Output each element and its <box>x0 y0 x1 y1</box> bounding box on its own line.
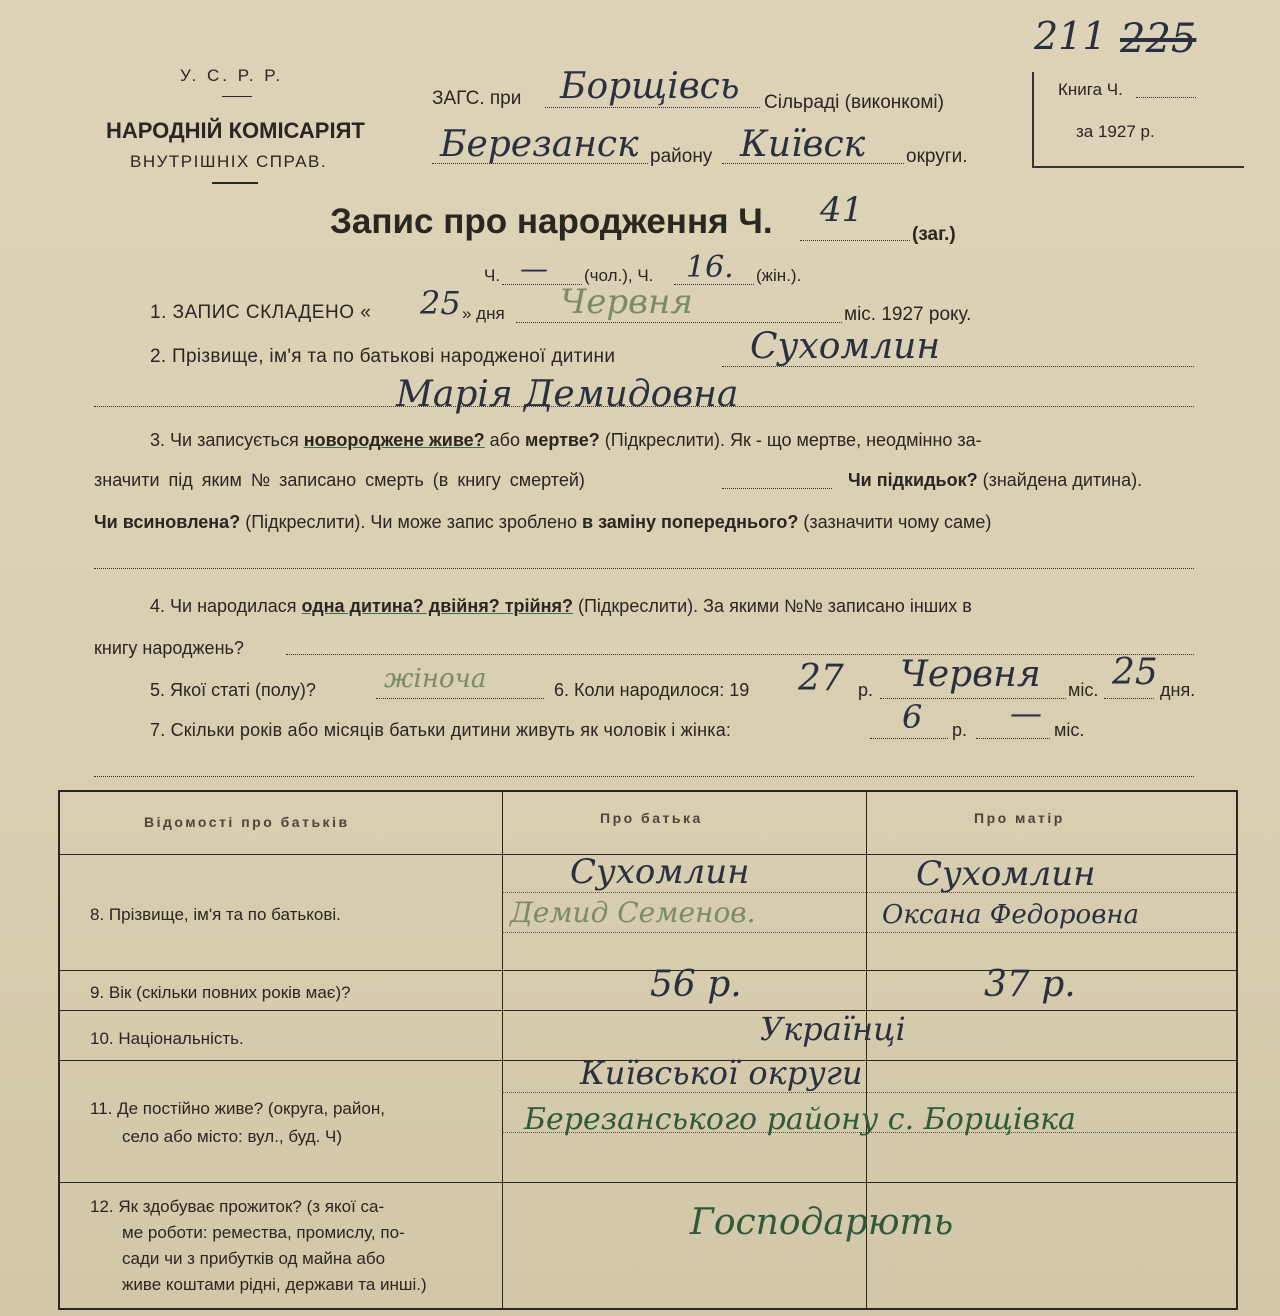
residence-village-handwritten: Березанського району с. Борщівка <box>524 1102 1076 1137</box>
item-3-replacement: в заміну попереднього? <box>582 512 799 532</box>
zags-label: ЗАГС. при <box>432 88 522 109</box>
ussr-heading: У. С. Р. Р. <box>180 66 284 85</box>
row-12-label-2: ме роботи: ремества, промислу, по- <box>122 1223 405 1242</box>
father-name-handwritten: Демид Семенов. <box>510 896 756 929</box>
mother-name-handwritten: Оксана Федоровна <box>882 900 1139 930</box>
divider <box>222 96 252 97</box>
item-7-mis: міс. <box>1054 720 1085 740</box>
district-label: району <box>650 146 713 167</box>
council-label: Сільраді (виконкомі) <box>764 92 944 113</box>
district-handwritten: Березанск <box>440 124 639 165</box>
item-7-months-handwritten: — <box>1010 694 1042 732</box>
row-12-label-1: 12. Як здобуває прожиток? (з якої са- <box>90 1197 385 1216</box>
father-age-handwritten: 56 р. <box>650 964 742 1005</box>
table-header-mother: Про матір <box>974 810 1065 826</box>
title-suffix: (заг.) <box>912 224 956 245</box>
item-3-text: 3. Чи записується <box>150 430 299 450</box>
item-2-label: 2. Прізвище, ім'я та по батькові народженої дитини <box>150 346 616 367</box>
row-12-label-4: живе коштами рідні, держави та инші.) <box>122 1275 427 1294</box>
okruga-label: округи. <box>906 146 968 167</box>
item-3-text: (Підкреслити). Як - що мертве, неодмінно за- <box>604 430 982 450</box>
zags-village-handwritten: Борщівсь <box>560 66 740 107</box>
row-8-label: 8. Прізвище, ім'я та по батькові. <box>90 905 341 924</box>
item-3-foundling: Чи підкидьок? <box>848 470 978 490</box>
row-9-label: 9. Вік (скільки повних років має)? <box>90 983 351 1002</box>
item-3-line-2 <box>94 470 585 491</box>
male-label: (чол.), Ч. <box>584 266 654 285</box>
item-6-dnia: дня. <box>1160 680 1196 700</box>
male-number-handwritten: — <box>520 252 548 285</box>
corner-number-handwritten-2: 225 <box>1120 16 1197 62</box>
item-6-r: р. <box>858 680 874 700</box>
mother-surname-handwritten: Сухомлин <box>916 854 1096 894</box>
livelihood-handwritten: Господарють <box>690 1202 954 1243</box>
father-surname-handwritten: Сухомлин <box>570 852 750 892</box>
item-4-text: (Підкреслити). За якими №№ записано інших в <box>578 596 972 616</box>
item-6-day-handwritten: 25 <box>1112 652 1158 693</box>
item-7-r: р. <box>952 720 968 740</box>
item-3-text: або <box>489 430 521 450</box>
item-7-label: 7. Скільки років або місяців батьки дитини живуть як чоловік і жінка: <box>150 720 732 740</box>
table-header-father: Про батька <box>600 810 703 826</box>
male-number-label: Ч. <box>484 266 501 285</box>
item-5-label: 5. Якої статі (полу)? <box>150 680 316 700</box>
table-header-info: Відомості про батьків <box>144 814 350 830</box>
item-7-years-handwritten: 6 <box>902 698 923 736</box>
item-1-label: 1. ЗАПИС СКЛАДЕНО « <box>150 302 372 323</box>
item-3-text: (Підкреслити). Чи може запис зроблено <box>245 512 577 532</box>
row-11-label-1: 11. Де постійно живе? (округа, район, <box>90 1099 385 1118</box>
item-6-month-handwritten: Червня <box>900 654 1041 695</box>
item-1-day-handwritten: 25 <box>420 284 461 322</box>
book-year: за 1927 р. <box>1076 122 1155 141</box>
item-1-day-suffix: » дня <box>462 304 505 323</box>
page-title: Запис про народження Ч. <box>330 202 773 241</box>
internal-affairs-heading: ВНУТРІШНІХ СПРАВ. <box>130 152 328 171</box>
okruga-handwritten: Київск <box>740 124 866 165</box>
item-5-value-handwritten: жіноча <box>384 664 487 694</box>
item-3-line-3 <box>94 512 991 533</box>
item-3-line-1 <box>150 430 982 451</box>
record-number-handwritten: 41 <box>820 190 864 230</box>
item-4-options: одна дитина? двійня? трійня? <box>301 596 573 616</box>
parents-table <box>58 790 1238 1310</box>
nationality-handwritten: Українці <box>760 1010 906 1048</box>
item-3-text: значити під яким № записано смерть (в книгу смертей) <box>94 470 585 490</box>
item-6-label: 6. Коли народилося: 19 <box>554 680 750 700</box>
item-3-line-2b <box>848 470 1142 491</box>
female-number-handwritten: 16. <box>686 250 734 285</box>
child-surname-handwritten: Сухомлин <box>750 326 941 367</box>
child-name-handwritten: Марія Демидовна <box>396 374 739 415</box>
book-label: Книга Ч. <box>1058 80 1123 99</box>
item-3-alive: новороджене живе? <box>303 430 485 450</box>
row-10-label: 10. Національність. <box>90 1029 244 1048</box>
divider <box>212 182 258 184</box>
item-1-end: міс. 1927 року. <box>844 304 972 325</box>
row-12-label-3: сади чи з прибутків од майна або <box>122 1249 386 1268</box>
commissariat-heading: НАРОДНІЙ КОМІСАРІЯТ <box>106 118 365 143</box>
item-3-text: (зазначити чому саме) <box>803 512 992 532</box>
item-4-text: 4. Чи народилася <box>150 596 297 616</box>
item-3-text: (знайдена дитина). <box>982 470 1143 490</box>
item-6-mis: міс. <box>1068 680 1099 700</box>
item-4-line-1 <box>150 596 972 617</box>
item-6-year-handwritten: 27 <box>798 658 844 699</box>
residence-okruga-handwritten: Київської округи <box>580 1054 863 1092</box>
item-1-month-handwritten: Червня <box>560 282 693 322</box>
mother-age-handwritten: 37 р. <box>984 964 1076 1005</box>
row-11-label-2: село або місто: вул., буд. Ч) <box>122 1127 343 1146</box>
item-3-dead: мертве? <box>525 430 600 450</box>
item-3-adopted: Чи всиновлена? <box>94 512 241 532</box>
corner-number-handwritten: 211 <box>1034 14 1107 58</box>
female-label: (жін.). <box>756 266 802 285</box>
item-4-line-2: книгу народжень? <box>94 638 244 658</box>
